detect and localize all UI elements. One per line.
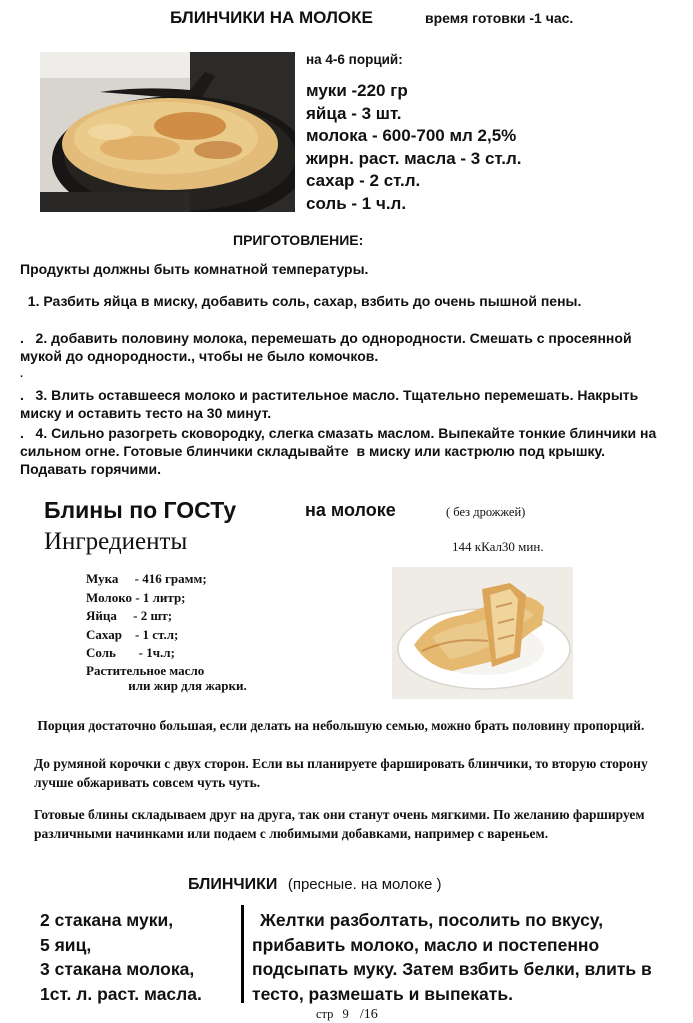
recipe1-ingredients-list bbox=[306, 80, 522, 215]
recipe3-subtitle-tail: . на молоке ) bbox=[352, 876, 442, 893]
preparation-step-1: 1. Разбить яйца в миску, добавить соль, сахар, взбить до очень пышной пены. bbox=[20, 293, 582, 309]
ingredient-item: Мука - 416 грамм; bbox=[86, 571, 207, 586]
recipe1-portions: на 4-6 порций: bbox=[306, 52, 403, 67]
recipe2-paragraph-1: Порция достаточно большая, если делать на небольшую семью, можно брать половину пропорций. bbox=[34, 718, 645, 733]
recipe3-subtitle: (пресные bbox=[287, 876, 353, 893]
recipe3-method: Желтки разболтать, посолить по вкусу, прибавить молоко, масло и постепенно подсыпать муку. Затем взбить белки, влить в тесто, размешать и выпекать. bbox=[252, 910, 652, 1004]
ingredient-item: Растительное масло bbox=[86, 662, 205, 678]
recipe1-cook-time: время готовки -1 час. bbox=[425, 10, 574, 26]
ingredient-item: соль - 1 ч.л. bbox=[306, 193, 407, 213]
ingredient-item: 3 стакана молока, bbox=[40, 959, 195, 979]
recipe2-note: ( без дрожжей) bbox=[446, 505, 526, 519]
page-total: /16 bbox=[359, 1007, 378, 1022]
recipe2-ingredients-list bbox=[86, 570, 247, 693]
ingredient-item: яйца - 3 шт. bbox=[306, 103, 402, 123]
ingredient-item: 2 стакана муки, bbox=[40, 910, 174, 930]
recipe3-title: БЛИНЧИКИ bbox=[188, 876, 278, 893]
page-number: 9 bbox=[342, 1007, 349, 1021]
ingredient-item: или жир для жарки. bbox=[86, 677, 247, 693]
folded-pancakes-photo bbox=[392, 567, 573, 699]
preparation-step-2: . 2. добавить половину молока, перемешать до однородности. Смешать с просеянной мукой до однородности., чтобы не было комочков. bbox=[20, 330, 636, 364]
ingredient-item: Молоко - 1 литр; bbox=[86, 589, 186, 605]
preparation-step-3: . 3. Влить оставшееся молоко и растительное масло. Тщательно перемешать. Накрыть миску и оставить тесто на 30 минут. bbox=[20, 387, 643, 421]
ingredient-item: молока - 600-700 мл 2,5% bbox=[306, 126, 517, 145]
stray-dot: . bbox=[20, 368, 24, 380]
page-prefix: стр bbox=[316, 1007, 334, 1021]
photo-watermark: TANOOK.RU bbox=[452, 677, 494, 685]
preparation-heading: ПРИГОТОВЛЕНИЕ: bbox=[233, 232, 364, 248]
recipe2-subtitle: на молоке bbox=[305, 500, 396, 520]
recipe2-kcal-time: 144 кКал30 мин. bbox=[452, 539, 544, 554]
ingredient-item: жирн. раст. масла - 3 ст.л. bbox=[306, 148, 522, 168]
preparation-intro: Продукты должны быть комнатной температуры. bbox=[20, 261, 369, 277]
recipe2-title: Блины по ГОСТу bbox=[44, 497, 237, 523]
preparation-step-4: . 4. Сильно разогреть сковородку, слегка смазать маслом. Выпекайте тонкие блинчики на сильном огне. Готовые блинчики складывайте в миску или кастрюлю под крышку. Подавать горячими. bbox=[20, 425, 661, 477]
recipe1-title: БЛИНЧИКИ НА МОЛОКЕ bbox=[170, 8, 373, 27]
ingredient-item: 1ст. л. раст. масла. bbox=[40, 983, 202, 1004]
ingredient-item: Соль - 1ч.л; bbox=[86, 645, 175, 660]
column-divider bbox=[241, 905, 244, 1003]
ingredient-item: сахар - 2 ст.л. bbox=[306, 171, 421, 190]
pancake-pan-photo bbox=[40, 52, 295, 212]
recipe2-paragraph-3: Готовые блины складываем друг на друга, так они станут очень мягкими. По желанию фаршируем различными начинками или подаем с любимыми добавками, например с вареньем. bbox=[34, 807, 645, 841]
ingredient-item: муки -220 гр bbox=[306, 81, 408, 100]
ingredient-item: Сахар - 1 ст.л; bbox=[86, 626, 179, 642]
ingredient-item: 5 яиц, bbox=[40, 934, 92, 955]
recipe3-ingredients-list bbox=[40, 908, 202, 1006]
ingredient-item: Яйца - 2 шт; bbox=[86, 608, 173, 623]
recipe3-title-line bbox=[188, 876, 442, 894]
recipe2-paragraph-2: До румяной корочки с двух сторон. Если вы планируете фаршировать блинчики, то вторую сторону лучше обжаривать совсем чуть чуть. bbox=[34, 756, 648, 790]
recipe2-ingredients-heading: Ингредиенты bbox=[44, 528, 188, 555]
page-footer bbox=[316, 1007, 378, 1023]
